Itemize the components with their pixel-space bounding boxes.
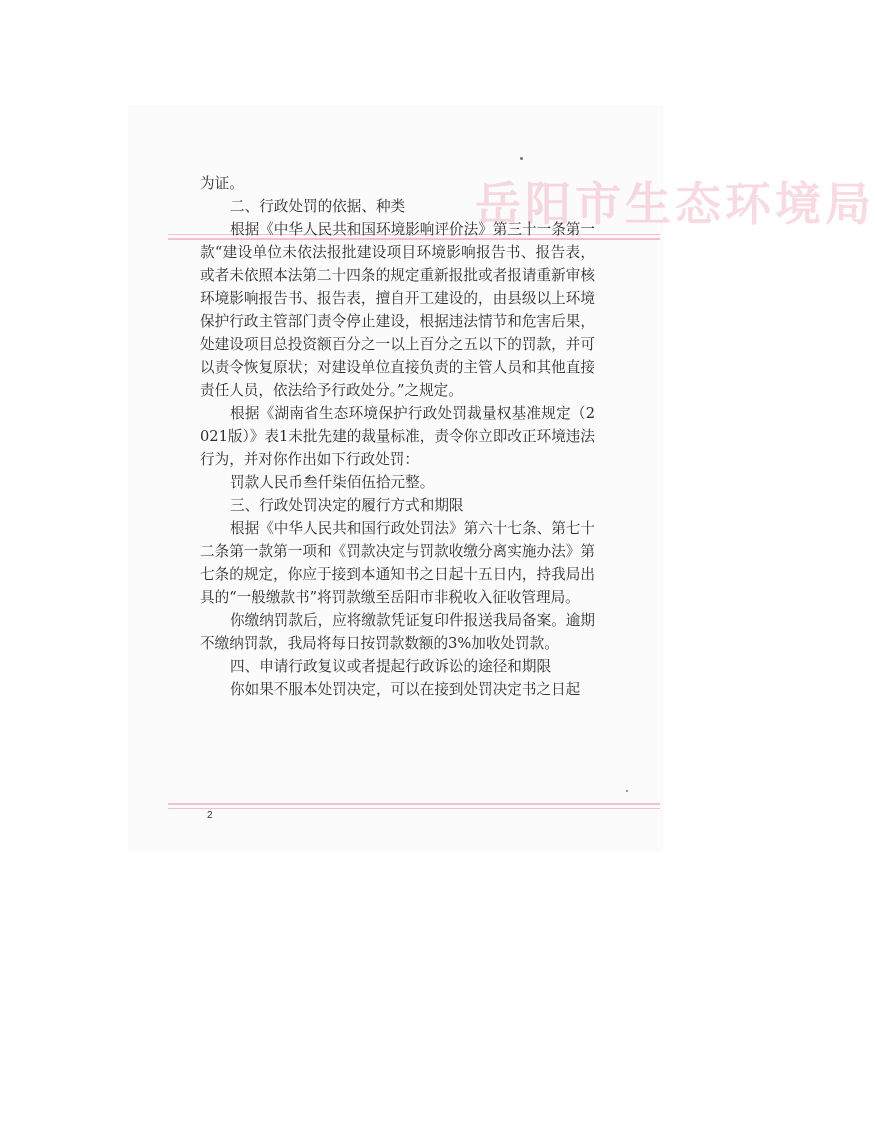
scan-speck	[626, 790, 628, 792]
paragraph-appeal-intro: 你如果不服本处罚决定，可以在接到处罚决定书之日起	[230, 681, 581, 698]
page-number: 2	[207, 810, 213, 821]
document-body	[200, 172, 595, 701]
paragraph-payment-method: 根据《中华人民共和国行政处罚法》第六十七条、第七十二条第一款第一项和《罚款决定与罚款收缴分离实施办法》第七条的规定，你应于接到本通知书之日起十五日内，持我局出具的“一般缴款书”将罚款缴至岳阳市非税收入征收管理局。	[200, 520, 595, 606]
footer-red-rule	[168, 808, 660, 809]
scan-speck	[520, 157, 523, 160]
paragraph-legal-basis: 根据《中华人民共和国环境影响评价法》第三十一条第一款“建设单位未依法报批建设项目环境影响报告书、报告表，或者未依照本法第二十四条的规定重新报批或者报请重新审核环境影响报告书、报告表，擅自开工建设的，由县级以上环境保护行政主管部门责令停止建设，根据违法情节和危害后果，处建设项目总投资额百分之一以上百分之五以下的罚款，并可以责令恢复原状；对建设单位直接负责的主管人员和其他直接责任人员，依法给予行政处分。”之规定。	[200, 221, 595, 399]
paragraph-closing-word: 为证。	[200, 175, 244, 192]
paragraph-late-penalty: 你缴纳罚款后，应将缴款凭证复印件报送我局备案。逾期不缴纳罚款，我局将每日按罚款数额的3%加收处罚款。	[200, 612, 595, 652]
section-heading-basis: 二、行政处罚的依据、种类	[230, 198, 406, 215]
paragraph-discretion-standard: 根据《湖南省生态环境保护行政处罚裁量权基准规定（2021版）》表1未批先建的裁量标准，责令你立即改正环境违法行为，并对你作出如下行政处罚：	[200, 405, 595, 468]
header-stamp: 岳阳市生态环境局	[475, 177, 875, 231]
section-heading-appeal: 四、申请行政复议或者提起行政诉讼的途径和期限	[230, 658, 552, 675]
paragraph-fine-amount: 罚款人民币叁仟柒佰伍拾元整。	[230, 474, 435, 491]
section-heading-execution: 三、行政处罚决定的履行方式和期限	[230, 497, 464, 514]
footer-red-rule-thick	[168, 803, 660, 805]
